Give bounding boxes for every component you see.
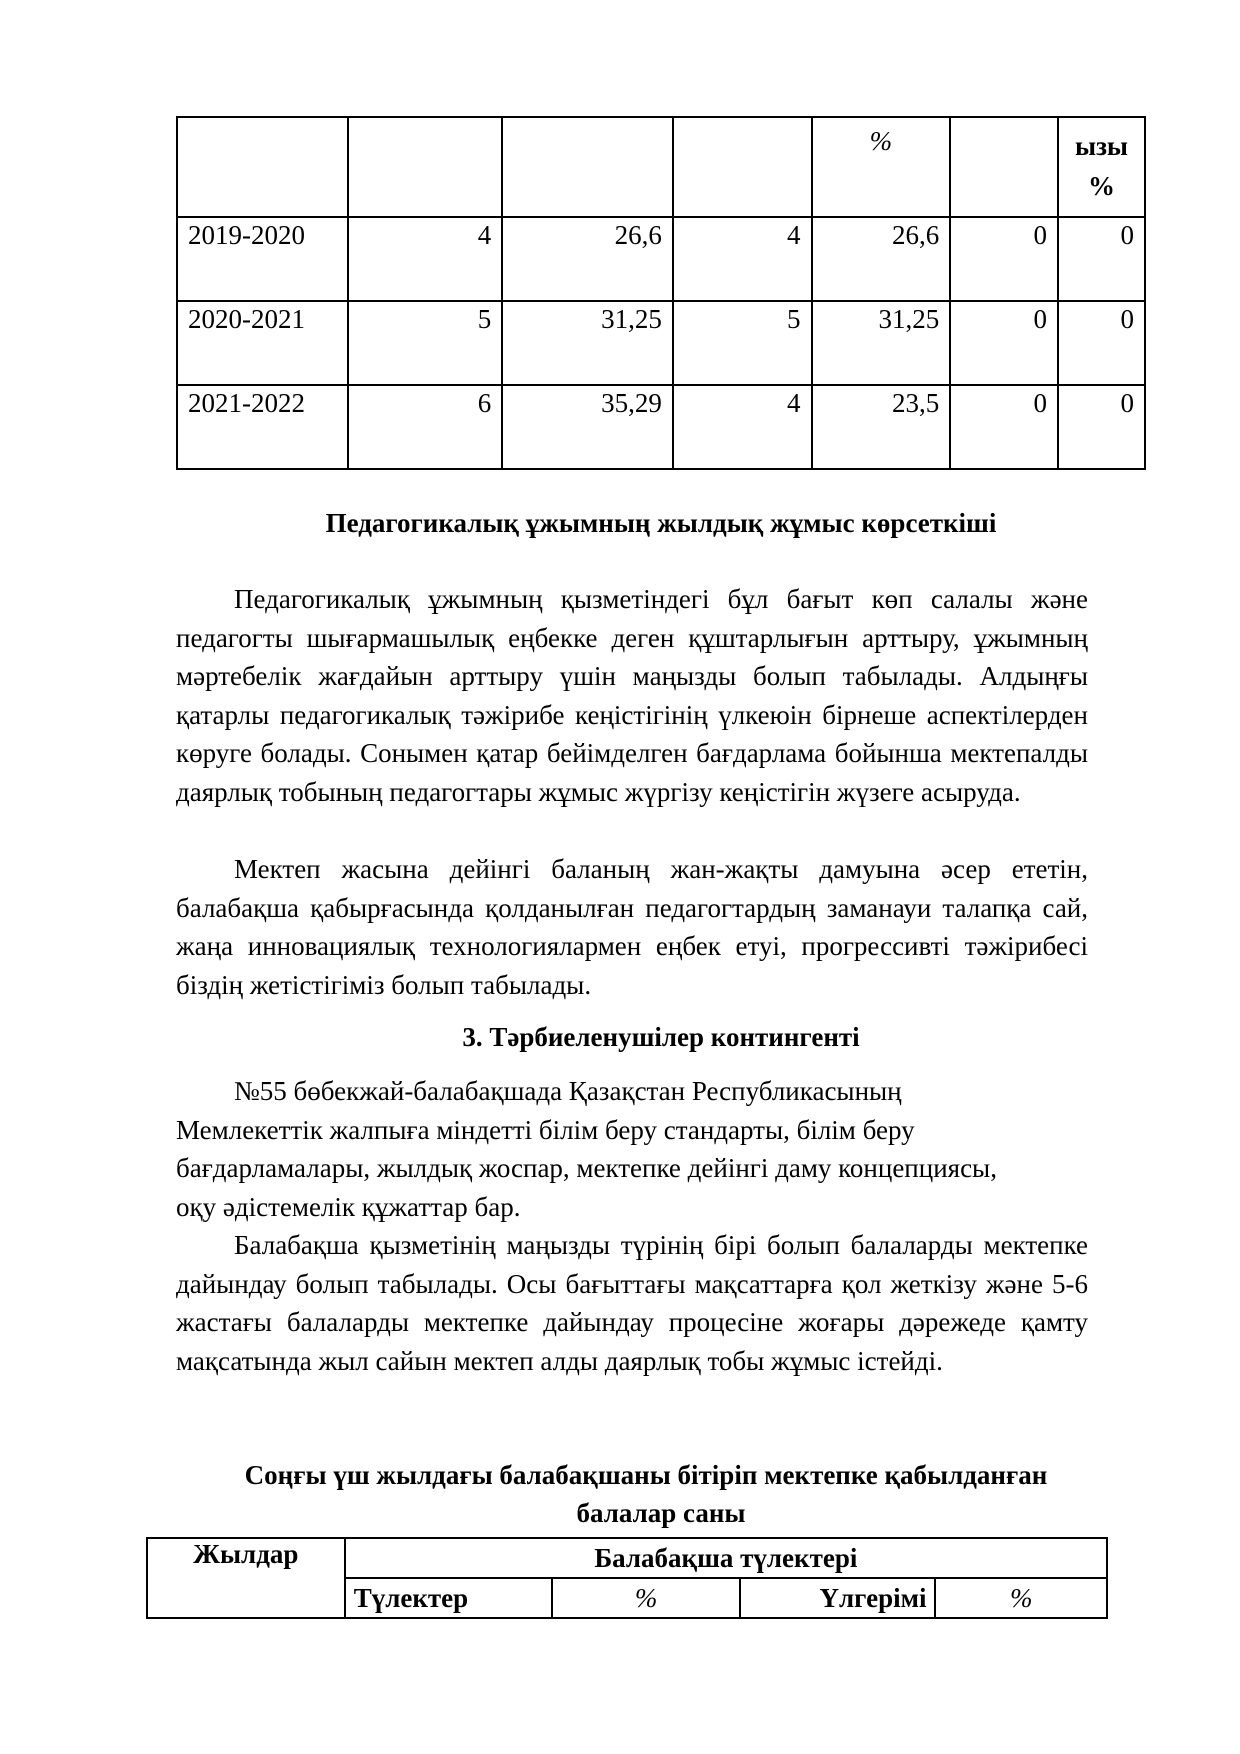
value-cell: 6 — [348, 385, 503, 469]
value-cell: 0 — [1058, 385, 1145, 469]
header-cell — [950, 117, 1058, 217]
paragraph-line: Мемлекеттік жалпыға міндетті білім беру стандарты, білім беру — [176, 1114, 915, 1145]
table-row — [177, 385, 1145, 469]
value-cell: 0 — [950, 301, 1058, 385]
section-heading: Педагогикалық ұжымның жылдық жұмыс көрсеткіші — [325, 508, 997, 538]
table-title: Соңғы үш жылдағы балабақшаны бітіріп мектепке қабылданған — [244, 1460, 1048, 1490]
subheader-cell: % — [935, 1578, 1107, 1618]
table-header-row — [177, 117, 1145, 217]
paragraph: Балабақша қызметінің маңызды түрінің бірі болып балаларды мектепке дайындау болып табылады. Осы бағыттағы мақсаттарға қол жеткізу және 5-6 жастағы балаларды мектепке дайындау процесіне жоғары дәрежеде қамту мақсатында жыл сайын мектеп алды даярлық тобы жұмыс істейді. — [176, 1230, 1088, 1376]
value-cell: 0 — [1058, 301, 1145, 385]
value-cell: 0 — [950, 217, 1058, 301]
year-cell: 2021-2022 — [177, 385, 348, 469]
value-cell: 5 — [348, 301, 503, 385]
value-cell: 26,6 — [812, 217, 951, 301]
paragraph: Мектеп жасына дейінгі баланың жан-жақты дамуына әсер ететін, балабақша қабырғасында қолданылған педагогтардың заманауи талапқа сай, жаңа инновациялық технологиялармен еңбек етуі, прогрессивті тәжірибесі біздің жетістігіміз болып табылады. — [176, 854, 1088, 1000]
header-cell — [502, 117, 673, 217]
paragraph-line: бағдарламалары, жылдық жоспар, мектепке дейінгі даму концепциясы, — [176, 1153, 997, 1184]
section-heading: 3. Тәрбиеленушілер контингенті — [462, 1022, 860, 1052]
header-cell-ext: ызы % — [1058, 117, 1145, 217]
value-cell: 0 — [950, 385, 1058, 469]
value-cell: 0 — [1058, 217, 1145, 301]
year-cell: 2019-2020 — [177, 217, 348, 301]
graduates-table — [146, 1537, 1108, 1619]
value-cell: 31,25 — [502, 301, 673, 385]
paragraph: Педагогикалық ұжымның қызметіндегі бұл бағыт көп салалы және педагогты шығармашылық еңбекке деген құштарлығын арттыру, ұжымның мәртебелік жағдайын арттыру үшін маңызды болып табылады. Алдыңғы қатарлы педагогикалық тәжірибе кеңістігінің үлкеюін бірнеше аспектілерден көруге болады. Сонымен қатар бейімделген бағдарлама бойынша мектепалды даярлық тобының педагогтары жұмыс жүргізу кеңістігін жүзеге асыруда. — [176, 584, 1088, 807]
value-cell: 26,6 — [502, 217, 673, 301]
table-row — [177, 217, 1145, 301]
value-cell: 4 — [673, 385, 812, 469]
header-cell — [673, 117, 812, 217]
paragraph-line: №55 бөбекжай-балабақшада Қазақстан Республикасының — [234, 1076, 902, 1106]
paragraph-line: оқу әдістемелік құжаттар бар. — [176, 1191, 521, 1222]
subheader-cell: % — [552, 1578, 739, 1618]
table-row — [177, 301, 1145, 385]
year-cell: 2020-2021 — [177, 301, 348, 385]
value-cell: 4 — [348, 217, 503, 301]
years-header: Жылдар — [147, 1538, 345, 1618]
graduates-header: Балабақша түлектері — [345, 1538, 1107, 1578]
table-header-row — [147, 1538, 1107, 1578]
value-cell: 35,29 — [502, 385, 673, 469]
subheader-cell: Үлгерімі — [740, 1578, 936, 1618]
header-cell — [348, 117, 503, 217]
value-cell: 4 — [673, 217, 812, 301]
header-cell — [177, 117, 348, 217]
results-table — [176, 116, 1146, 470]
value-cell: 31,25 — [812, 301, 951, 385]
value-cell: 5 — [673, 301, 812, 385]
paragraph — [176, 1072, 1088, 1226]
table-title: балалар саны — [576, 1498, 746, 1528]
subheader-cell: Түлектер — [345, 1578, 553, 1618]
header-cell-percent: % — [812, 117, 951, 217]
value-cell: 23,5 — [812, 385, 951, 469]
